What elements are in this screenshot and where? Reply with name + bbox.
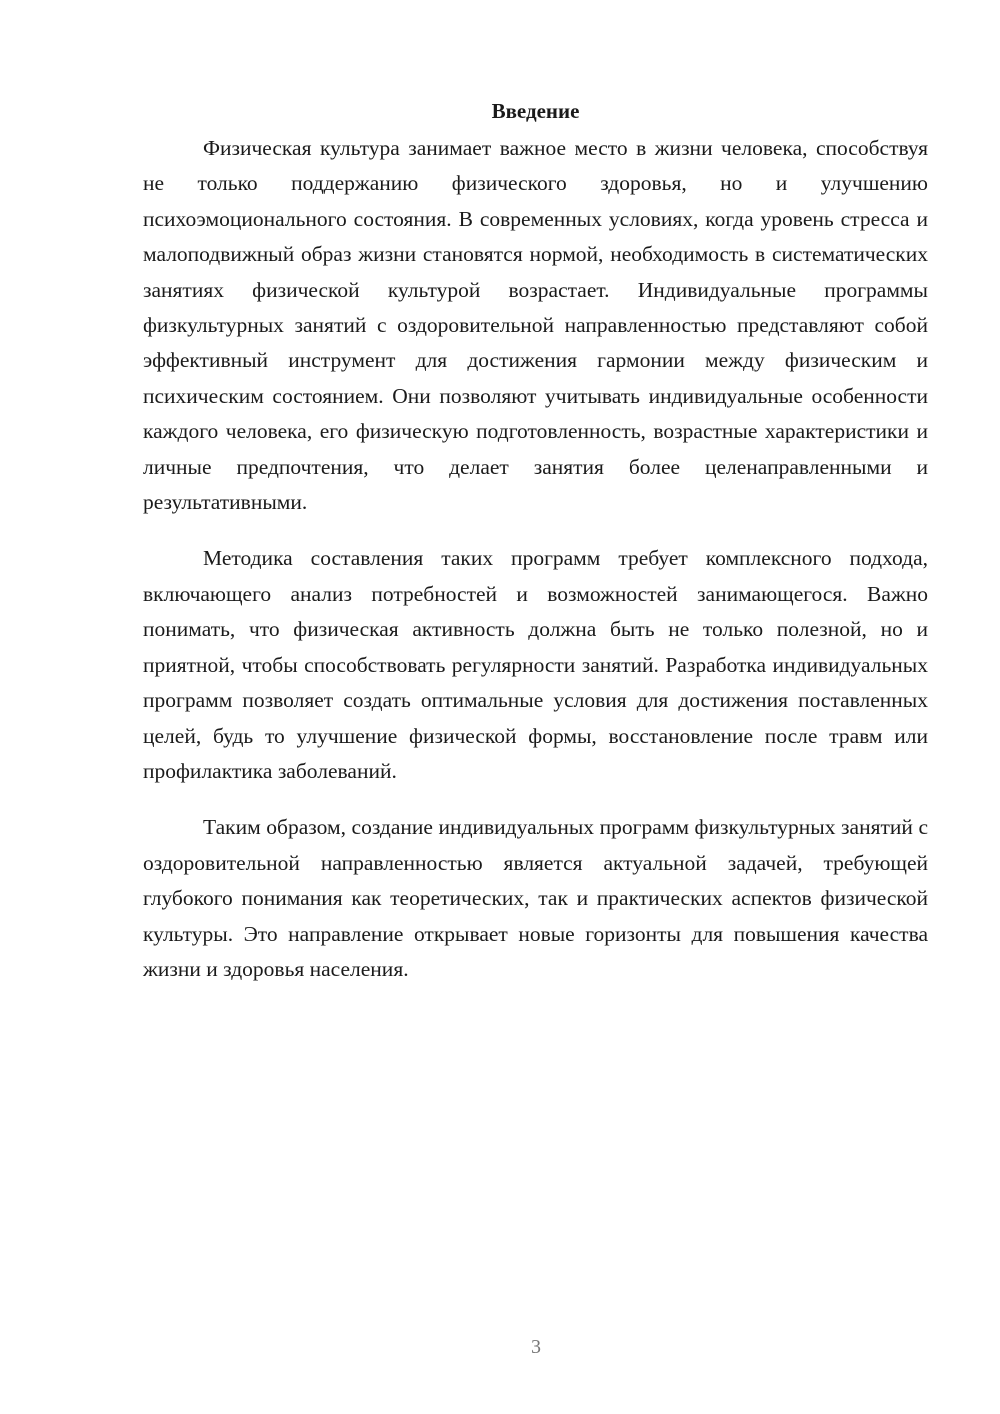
paragraph-3: Таким образом, создание индивидуальных программ физкультурных занятий с оздоровительной направленностью является актуальной задачей, требующей глубокого понимания как теоретических, так и практических аспектов физической культуры. Это направление открывает новые горизонты для повышения качества жизни и здоровья населения. <box>143 815 928 981</box>
page-content <box>143 96 928 987</box>
paragraph-1: Физическая культура занимает важное место в жизни человека, способствуя не только поддержанию физического здоровья, но и улучшению психоэмоционального состояния. В современных условиях, когда уровень стресса и малоподвижный образ жизни становятся нормой, необходимость в систематических занятиях физической культурой возрастает. Индивидуальные программы физкультурных занятий с оздоровительной направленностью представляют собой эффективный инструмент для достижения гармонии между физическим и психическим состоянием. Они позволяют учитывать индивидуальные особенности каждого человека, его физическую подготовленность, возрастные характеристики и личные предпочтения, что делает занятия более целенаправленными и результативными. <box>143 136 928 515</box>
page-number: 3 <box>531 1336 541 1358</box>
section-heading: Введение <box>491 99 580 123</box>
paragraph-2: Методика составления таких программ требует комплексного подхода, включающего анализ потребностей и возможностей занимающегося. Важно понимать, что физическая активность должна быть не только полезной, но и приятной, чтобы способствовать регулярности занятий. Разработка индивидуальных программ позволяет создать оптимальные условия для достижения поставленных целей, будь то улучшение физической формы, восстановление после травм или профилактика заболеваний. <box>143 546 928 783</box>
